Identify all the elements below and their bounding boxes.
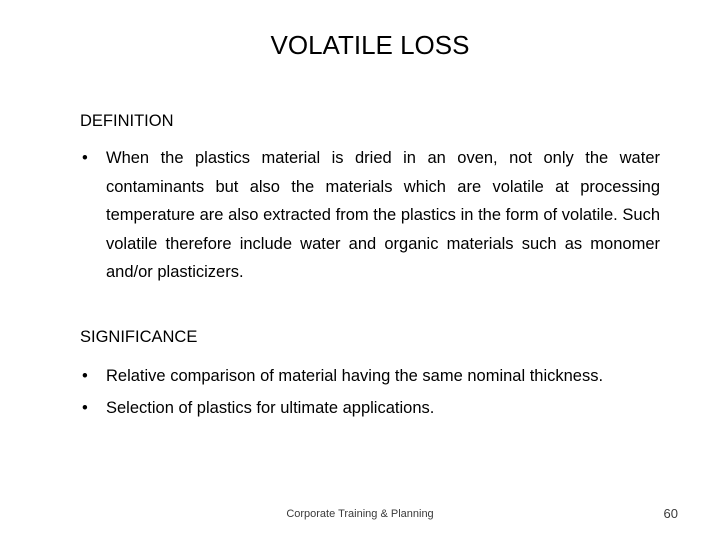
slide-title: VOLATILE LOSS bbox=[270, 30, 470, 60]
definition-list bbox=[80, 144, 660, 287]
bullet-icon: • bbox=[82, 149, 88, 167]
bullet-icon: • bbox=[82, 398, 88, 417]
definition-heading: DEFINITION bbox=[80, 112, 174, 130]
definition-text: When the plastics material is dried in an oven, not only the water contaminants but also the materials which are volatile at processing temperature are also extracted from the plastics in the form of volatile. Such volatile therefore include water and organic materials such as monomer and/or plasticizers. bbox=[106, 149, 660, 281]
footer-text: Corporate Training & Planning bbox=[286, 508, 434, 520]
significance-text: Selection of plastics for ultimate applications. bbox=[106, 398, 435, 417]
page-number: 60 bbox=[663, 506, 678, 521]
list-item bbox=[80, 144, 660, 287]
significance-heading: SIGNIFICANCE bbox=[80, 328, 198, 346]
list-item bbox=[80, 362, 660, 391]
list-item bbox=[80, 394, 660, 423]
bullet-icon: • bbox=[82, 367, 88, 385]
significance-text: Relative comparison of material having the same nominal thickness. bbox=[106, 367, 604, 385]
significance-list bbox=[80, 362, 660, 425]
